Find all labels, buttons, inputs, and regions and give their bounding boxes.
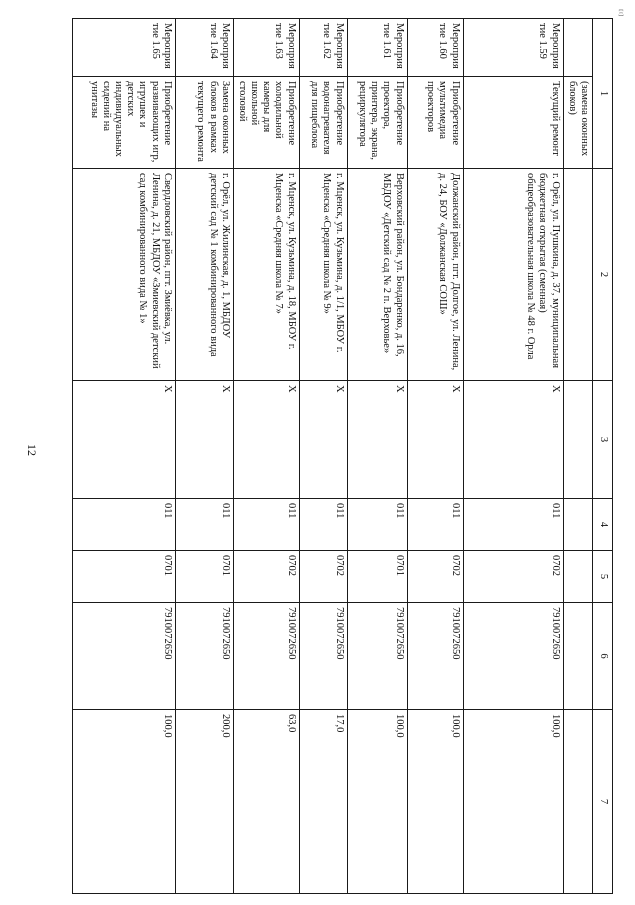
header-col-7: 7 — [593, 710, 613, 894]
measure-address: Свердловский район, пгт. Змиёвка, ул. Ленина, д. 21, МБДОУ «Змиевский детский сад комбинированного вида № 1» — [72, 169, 175, 381]
header-row — [593, 19, 613, 894]
measure-address: Верховский район, ул. Бондаренко, д. 16, МБДОУ «Детский сад № 2 п. Верховье» — [347, 169, 407, 381]
table-row — [347, 19, 407, 894]
header-col-2: 2 — [593, 169, 613, 381]
table-row — [72, 19, 175, 894]
measure-col-4: 011 — [175, 499, 233, 551]
measure-col-6: 7910072650 — [299, 603, 347, 710]
table-row — [175, 19, 233, 894]
measure-col-3: Х — [233, 381, 299, 499]
measure-col-3: Х — [175, 381, 233, 499]
measure-col-3: Х — [347, 381, 407, 499]
measure-name: Приобретение проектора, принтера, экрана, рециркулятора — [347, 77, 407, 169]
table-row — [299, 19, 347, 894]
header-col-3: 3 — [593, 381, 613, 499]
measure-col-3: Х — [72, 381, 175, 499]
measure-col-5: 0701 — [347, 551, 407, 603]
measure-id: Мероприятие 1.65 — [72, 19, 175, 77]
header-col-4: 4 — [593, 499, 613, 551]
measure-col-5: 0702 — [463, 551, 563, 603]
measure-address: Должанский район, пгт. Долгое, ул. Ленина, д. 24, БОУ «Должанская СОШ» — [407, 169, 463, 381]
measure-col-6: 7910072650 — [175, 603, 233, 710]
measure-col-6: 7910072650 — [347, 603, 407, 710]
measure-col-4: 011 — [299, 499, 347, 551]
measure-name: Текущий ремонт — [463, 77, 563, 169]
header-col-6: 6 — [593, 603, 613, 710]
corner-mark: Ξ — [618, 8, 624, 18]
measure-name: Приобретение развивающих игр, игрушек и детских индивидуальных сидений на унитазы — [72, 77, 175, 169]
measure-col-5: 0702 — [407, 551, 463, 603]
measure-id: Мероприятие 1.59 — [463, 19, 563, 77]
measure-col-4: 011 — [72, 499, 175, 551]
page-number: 12 — [25, 444, 39, 456]
measure-col-7: 63,0 — [233, 710, 299, 894]
measure-col-7: 100,0 — [407, 710, 463, 894]
measure-col-5: 0701 — [175, 551, 233, 603]
measure-col-7: 200,0 — [175, 710, 233, 894]
measure-address: г. Мценск, ул. Кузьмина, д. 1/1, МБОУ г. Мценска «Средняя школа № 9» — [299, 169, 347, 381]
measure-col-7: 100,0 — [347, 710, 407, 894]
budget-table — [72, 18, 613, 894]
measure-id: Мероприятие 1.63 — [233, 19, 299, 77]
measure-col-5: 0702 — [299, 551, 347, 603]
measure-id: Мероприятие 1.60 — [407, 19, 463, 77]
measure-col-6: 7910072650 — [233, 603, 299, 710]
measure-address: г. Мценск, ул. Кузьмина, д. 18, МБОУ г. Мценска «Средняя школа № 7» — [233, 169, 299, 381]
measure-address: г. Орёл, ул. Жилинская, д. 1, МБДОУ детский сад № 1 комбинированного вида — [175, 169, 233, 381]
measure-col-6: 7910072650 — [463, 603, 563, 710]
measure-col-5: 0702 — [233, 551, 299, 603]
continuation-col-1 — [563, 19, 592, 77]
measure-col-3: Х — [299, 381, 347, 499]
measure-address: г. Орёл, ул. Пушкина, д. 37, муниципальная бюджетная открытая (сменная) общеобразовательная школа № 48 г. Орла — [463, 169, 563, 381]
measure-id: Мероприятие 1.64 — [175, 19, 233, 77]
measure-id: Мероприятие 1.62 — [299, 19, 347, 77]
table-row — [233, 19, 299, 894]
table-wrapper — [88, 18, 613, 893]
measure-col-3: Х — [407, 381, 463, 499]
continuation-col-2: (замена оконных блоков) — [563, 77, 592, 169]
measure-col-4: 011 — [347, 499, 407, 551]
measure-id: Мероприятие 1.61 — [347, 19, 407, 77]
header-col-5: 5 — [593, 551, 613, 603]
measure-col-7: 17,0 — [299, 710, 347, 894]
measure-col-6: 7910072650 — [407, 603, 463, 710]
table-row — [407, 19, 463, 894]
measure-col-6: 7910072650 — [72, 603, 175, 710]
measure-col-4: 011 — [233, 499, 299, 551]
table-row — [463, 19, 563, 894]
measure-name: Приобретение водонагревателя для пищеблока — [299, 77, 347, 169]
measure-name: Приобретение мультимедиа проекторов — [407, 77, 463, 169]
measure-name: Замена оконных блоков в рамках текущего ремонта — [175, 77, 233, 169]
measure-col-4: 011 — [407, 499, 463, 551]
measure-col-5: 0701 — [72, 551, 175, 603]
header-col-1: 1 — [593, 19, 613, 169]
measure-col-7: 100,0 — [463, 710, 563, 894]
measure-col-4: 011 — [463, 499, 563, 551]
measure-col-3: Х — [463, 381, 563, 499]
continuation-row — [563, 19, 592, 894]
measure-col-7: 100,0 — [72, 710, 175, 894]
measure-name: Приобретение холодильной камеры для школьной столовой — [233, 77, 299, 169]
